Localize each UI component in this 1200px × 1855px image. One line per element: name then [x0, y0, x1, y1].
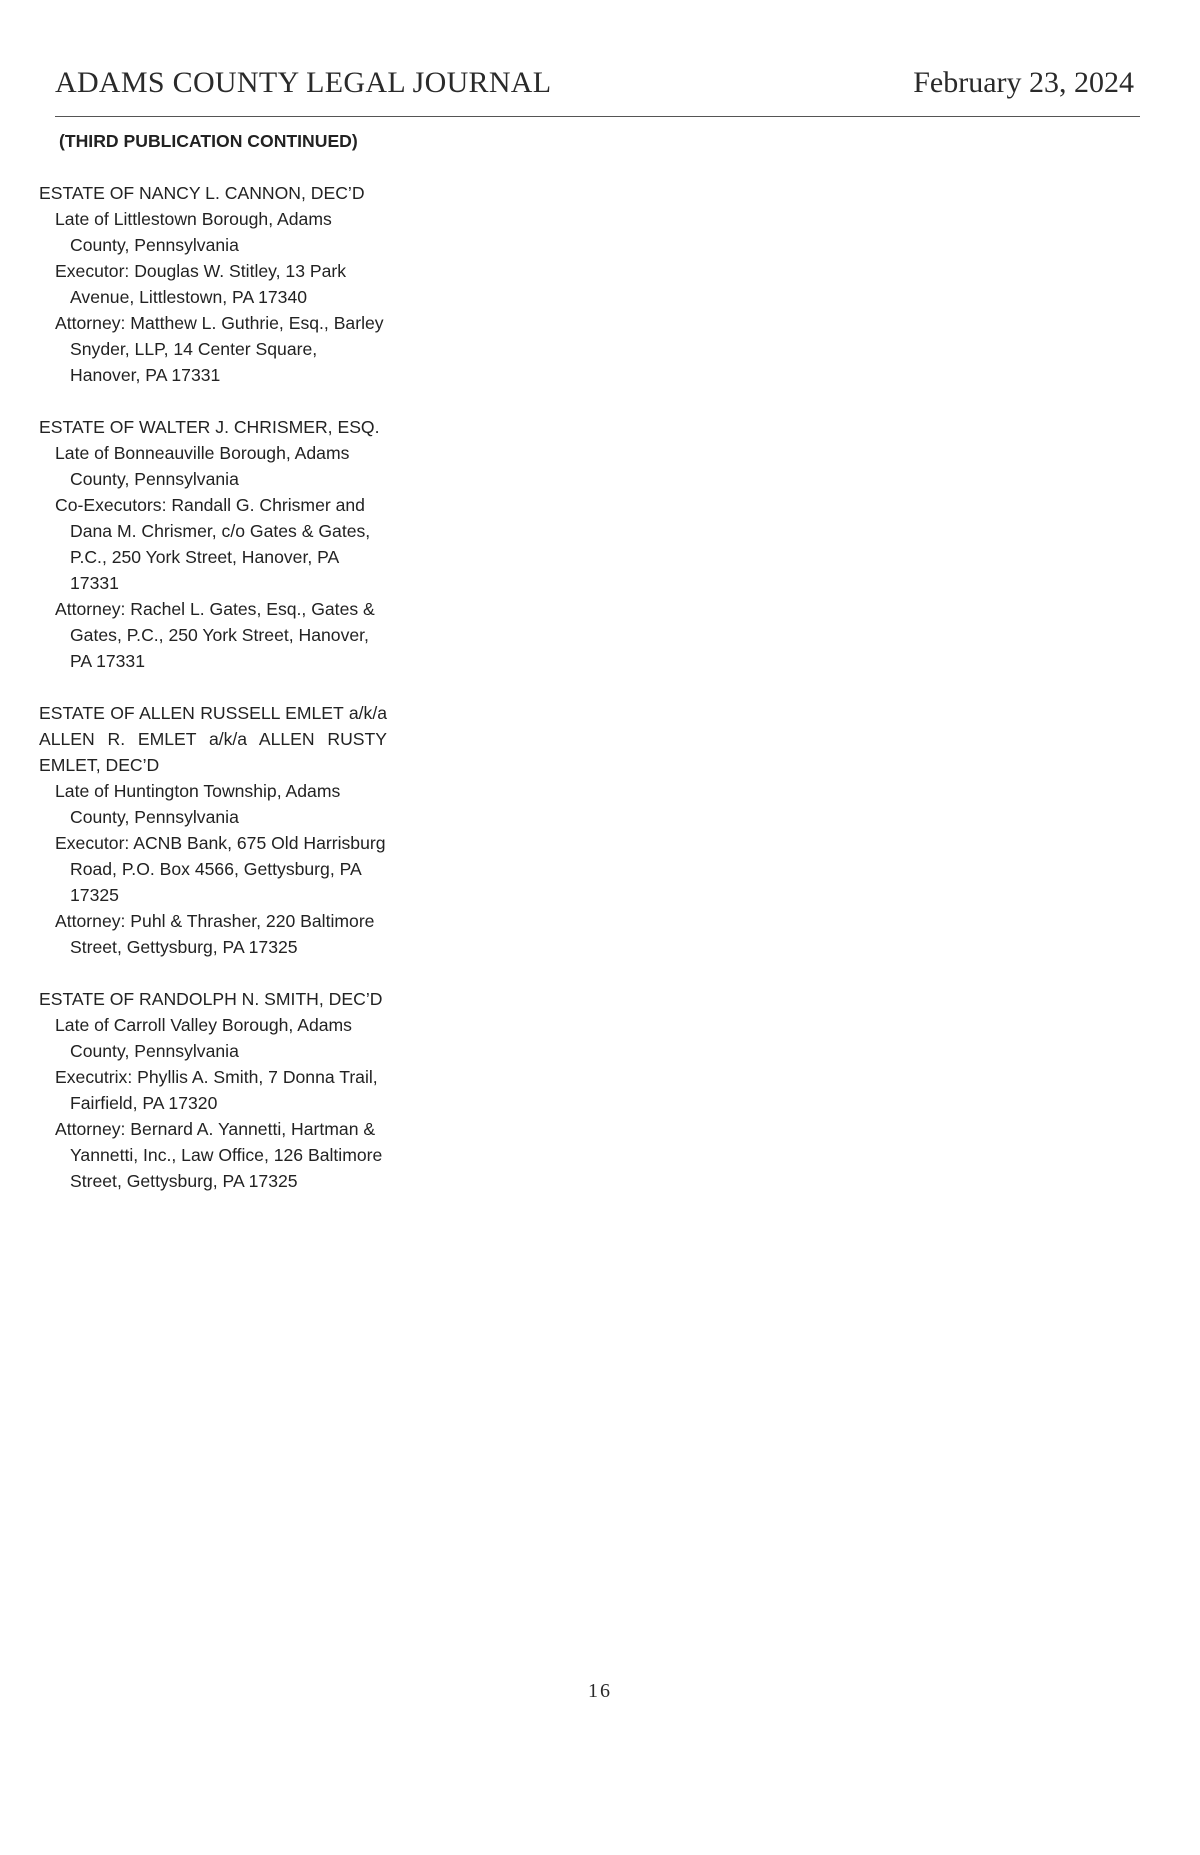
attorney-line: Attorney: Rachel L. Gates, Esq., Gates & Gates, P.C., 250 York Street, Hanover, PA 17331	[55, 599, 375, 671]
estate-name: ESTATE OF RANDOLPH N. SMITH, DEC’D	[39, 989, 383, 1009]
attorney-line: Attorney: Bernard A. Yannetti, Hartman & Yannetti, Inc., Law Office, 126 Baltimore Street, Gettysburg, PA 17325	[55, 1119, 383, 1191]
estate-name: ESTATE OF WALTER J. CHRISMER, ESQ.	[39, 417, 380, 437]
page-number: 16	[588, 1680, 612, 1702]
late-of-line: Late of Littlestown Borough, Adams County, Pennsylvania	[55, 209, 332, 255]
representative-line: Executor: Douglas W. Stitley, 13 Park Avenue, Littlestown, PA 17340	[55, 261, 347, 307]
issue-date: February 23, 2024	[913, 66, 1134, 99]
estate-notice	[39, 414, 387, 674]
estate-notice	[39, 180, 387, 388]
section-heading: (THIRD PUBLICATION CONTINUED)	[59, 131, 358, 151]
estate-name: ESTATE OF NANCY L. CANNON, DEC’D	[39, 183, 365, 203]
attorney-line: Attorney: Matthew L. Guthrie, Esq., Barley Snyder, LLP, 14 Center Square, Hanover, PA 17331	[55, 313, 384, 385]
estate-notice	[39, 700, 387, 960]
representative-line: Executrix: Phyllis A. Smith, 7 Donna Trail, Fairfield, PA 17320	[55, 1067, 378, 1113]
late-of-line: Late of Huntington Township, Adams County, Pennsylvania	[55, 781, 341, 827]
journal-title: ADAMS COUNTY LEGAL JOURNAL	[55, 66, 552, 99]
estate-name: ESTATE OF ALLEN RUSSELL EMLET a/k/a ALLEN R. EMLET a/k/a ALLEN RUSTY EMLET, DEC’D	[39, 703, 387, 775]
page-header	[55, 66, 1140, 117]
representative-line: Executor: ACNB Bank, 675 Old Harrisburg Road, P.O. Box 4566, Gettysburg, PA 17325	[55, 833, 386, 905]
representative-line: Co-Executors: Randall G. Chrismer and Dana M. Chrismer, c/o Gates & Gates, P.C., 250 York Street, Hanover, PA 17331	[55, 495, 371, 593]
attorney-line: Attorney: Puhl & Thrasher, 220 Baltimore Street, Gettysburg, PA 17325	[55, 911, 375, 957]
estate-notices-column	[39, 128, 387, 1220]
estate-notice	[39, 986, 387, 1194]
late-of-line: Late of Bonneauville Borough, Adams County, Pennsylvania	[55, 443, 350, 489]
late-of-line: Late of Carroll Valley Borough, Adams County, Pennsylvania	[55, 1015, 352, 1061]
